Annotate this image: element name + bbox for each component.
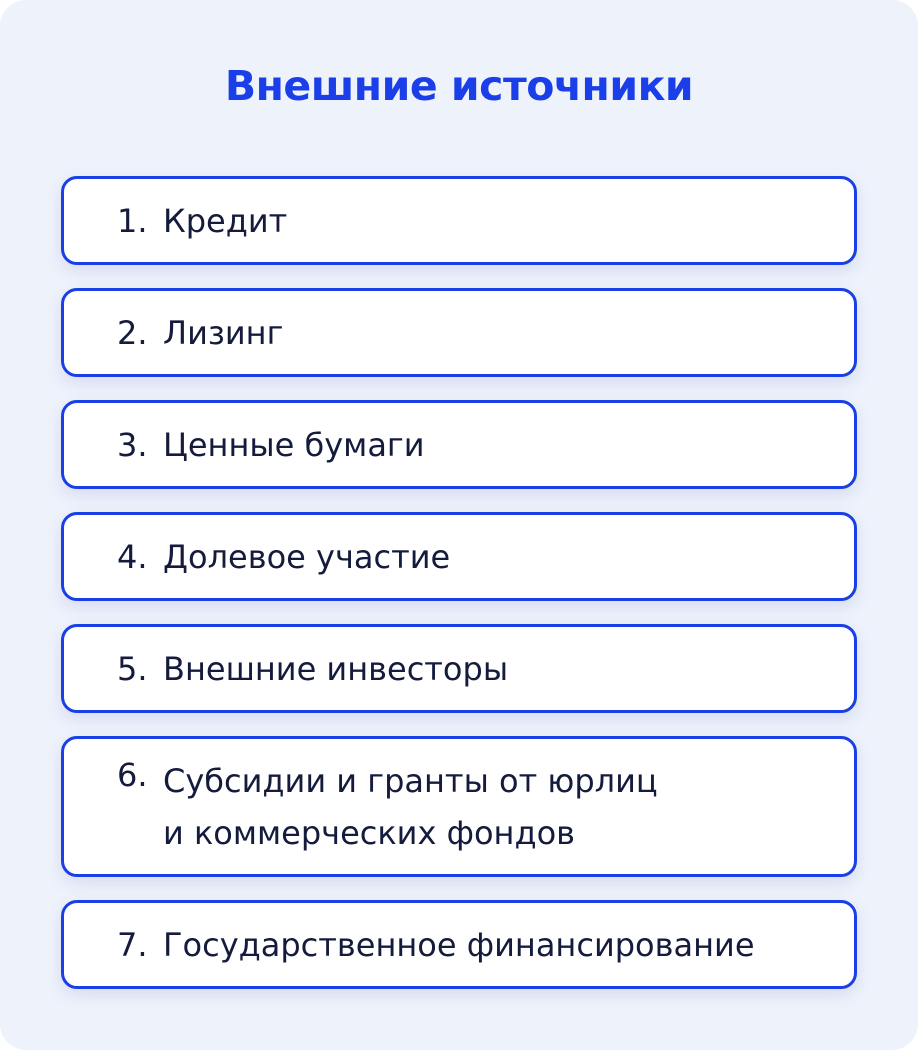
list-item-investors — [61, 624, 857, 713]
item-number: 3. — [117, 425, 148, 464]
list-item-equity — [61, 512, 857, 601]
item-number: 4. — [117, 537, 148, 576]
item-label: Государственное финансирование — [163, 925, 755, 964]
item-label: Ценные бумаги — [163, 425, 425, 464]
list-item-leasing — [61, 288, 857, 377]
list-item-grants — [61, 736, 857, 877]
page-title: Внешние источники — [224, 62, 694, 110]
item-number: 6. — [117, 756, 148, 794]
item-label: Долевое участие — [163, 537, 451, 576]
item-label: Лизинг — [163, 313, 284, 352]
item-number: 2. — [117, 313, 148, 352]
item-label: Внешние инвесторы — [163, 649, 509, 688]
sources-list — [61, 176, 857, 1012]
item-number: 1. — [117, 201, 148, 240]
item-number: 7. — [117, 925, 148, 964]
item-number: 5. — [117, 649, 148, 688]
list-item-credit — [61, 176, 857, 265]
list-item-securities — [61, 400, 857, 489]
list-item-government — [61, 900, 857, 989]
item-label: Субсидии и гранты от юрлиц и коммерческих фондов — [163, 761, 658, 852]
item-label: Кредит — [163, 201, 288, 240]
